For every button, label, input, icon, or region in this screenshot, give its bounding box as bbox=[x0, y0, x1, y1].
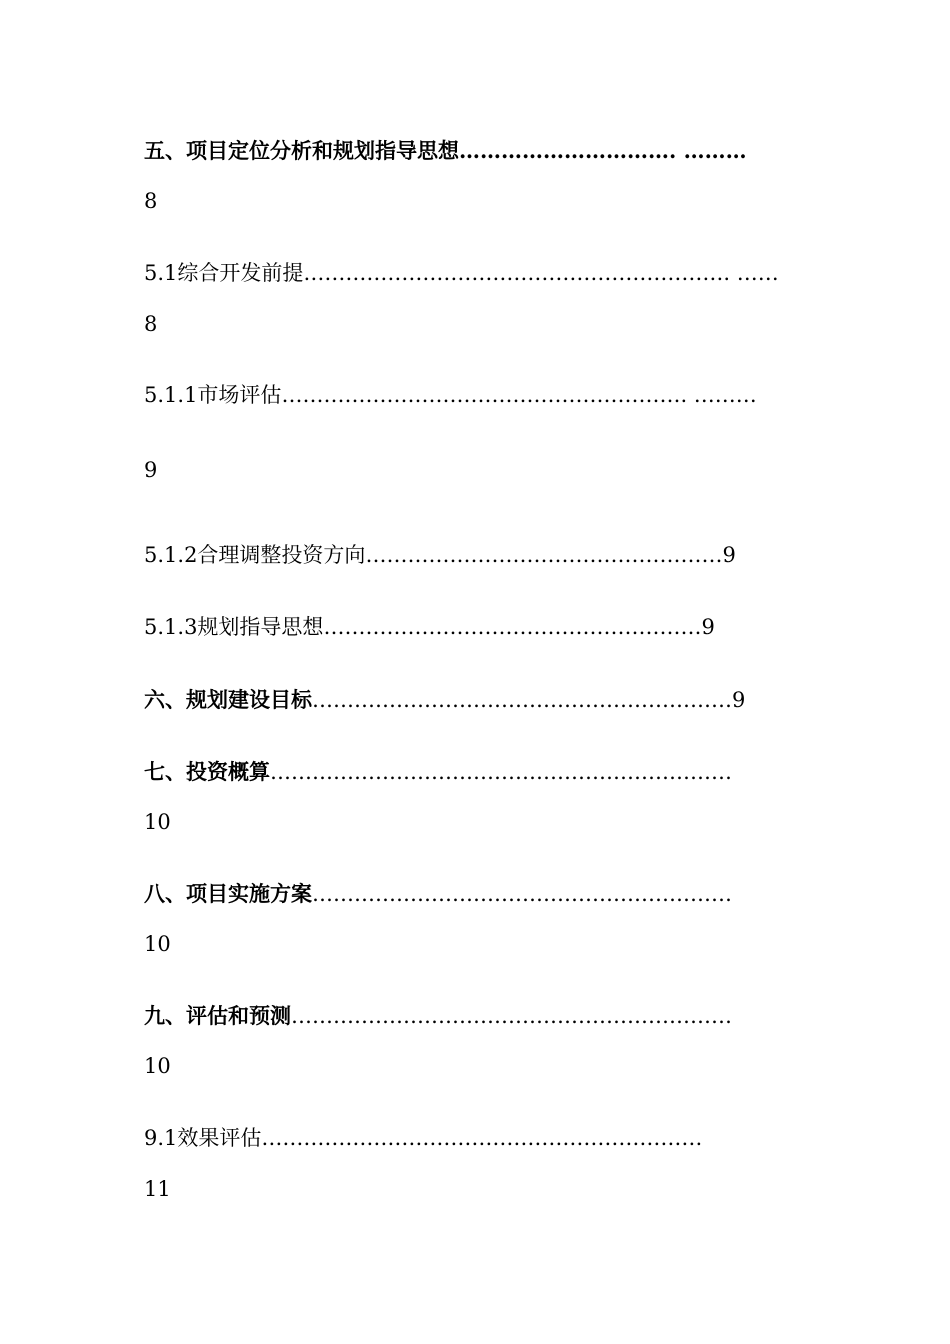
toc-entry-5-1-2[interactable] bbox=[144, 540, 736, 570]
toc-entry-5-1-title[interactable] bbox=[144, 258, 779, 288]
toc-entry-9-1-page bbox=[144, 1174, 171, 1204]
toc-page-number: 10 bbox=[144, 810, 171, 834]
toc-entry-9-page bbox=[144, 1051, 171, 1081]
toc-leader-dots: …………………………………………… bbox=[365, 543, 723, 567]
toc-entry-title: 七、投资概算 bbox=[144, 759, 270, 784]
toc-entry-5-title[interactable] bbox=[144, 136, 747, 166]
toc-entry-7-page bbox=[144, 807, 171, 837]
toc-page-number: 9 bbox=[732, 688, 746, 712]
toc-entry-5-1-page bbox=[144, 309, 157, 339]
toc-entry-title: 5.1.2合理调整投资方向 bbox=[144, 543, 366, 567]
toc-entry-title: 八、项目实施方案 bbox=[144, 881, 312, 906]
toc-entry-title: 5.1.3规划指导思想 bbox=[144, 615, 324, 639]
toc-entry-title: 5.1.1市场评估 bbox=[144, 383, 282, 407]
toc-entry-title: 六、规划建设目标 bbox=[144, 687, 312, 712]
toc-entry-title: 5.1综合开发前提 bbox=[144, 261, 304, 285]
toc-leader-dots: ……………………………………………………. …… bbox=[303, 261, 779, 285]
toc-entry-7-title[interactable] bbox=[144, 757, 732, 787]
toc-page-number: 9 bbox=[722, 543, 736, 567]
toc-page-number: 9 bbox=[144, 458, 158, 482]
toc-page-number: 9 bbox=[701, 615, 715, 639]
toc-page-number: 8 bbox=[144, 312, 158, 336]
toc-entry-5-page bbox=[144, 186, 157, 216]
toc-page-number: 11 bbox=[144, 1177, 171, 1201]
toc-leader-dots: ……………………………………………………… bbox=[291, 1004, 732, 1028]
toc-entry-title: 九、评估和预测 bbox=[144, 1003, 291, 1028]
toc-page-number: 8 bbox=[144, 189, 158, 213]
toc-entry-6[interactable] bbox=[144, 685, 745, 715]
toc-entry-8-title[interactable] bbox=[144, 879, 732, 909]
toc-entry-title: 五、项目定位分析和规划指导思想 bbox=[144, 138, 459, 163]
toc-entry-5-1-1-title[interactable] bbox=[144, 380, 757, 410]
toc-leader-dots: …………………………………………………… bbox=[312, 688, 732, 712]
toc-entry-5-1-1-page bbox=[144, 455, 157, 485]
toc-entry-title: 9.1效果评估 bbox=[144, 1126, 262, 1150]
toc-leader-dots: …………………………. ……… bbox=[459, 138, 747, 163]
toc-leader-dots: ……………………………………………………… bbox=[261, 1126, 703, 1150]
toc-leader-dots: ………………………………………………………… bbox=[270, 760, 732, 784]
toc-page-number: 10 bbox=[144, 1054, 171, 1078]
toc-leader-dots: …………………………………………………… bbox=[312, 882, 732, 906]
toc-leader-dots: …………………………………………………. ……… bbox=[281, 383, 757, 407]
toc-entry-9-title[interactable] bbox=[144, 1001, 732, 1031]
toc-entry-8-page bbox=[144, 929, 171, 959]
toc-page-number: 10 bbox=[144, 932, 171, 956]
toc-leader-dots: ……………………………………………… bbox=[323, 615, 702, 639]
toc-entry-5-1-3[interactable] bbox=[144, 612, 715, 642]
toc-entry-9-1-title[interactable] bbox=[144, 1123, 702, 1153]
